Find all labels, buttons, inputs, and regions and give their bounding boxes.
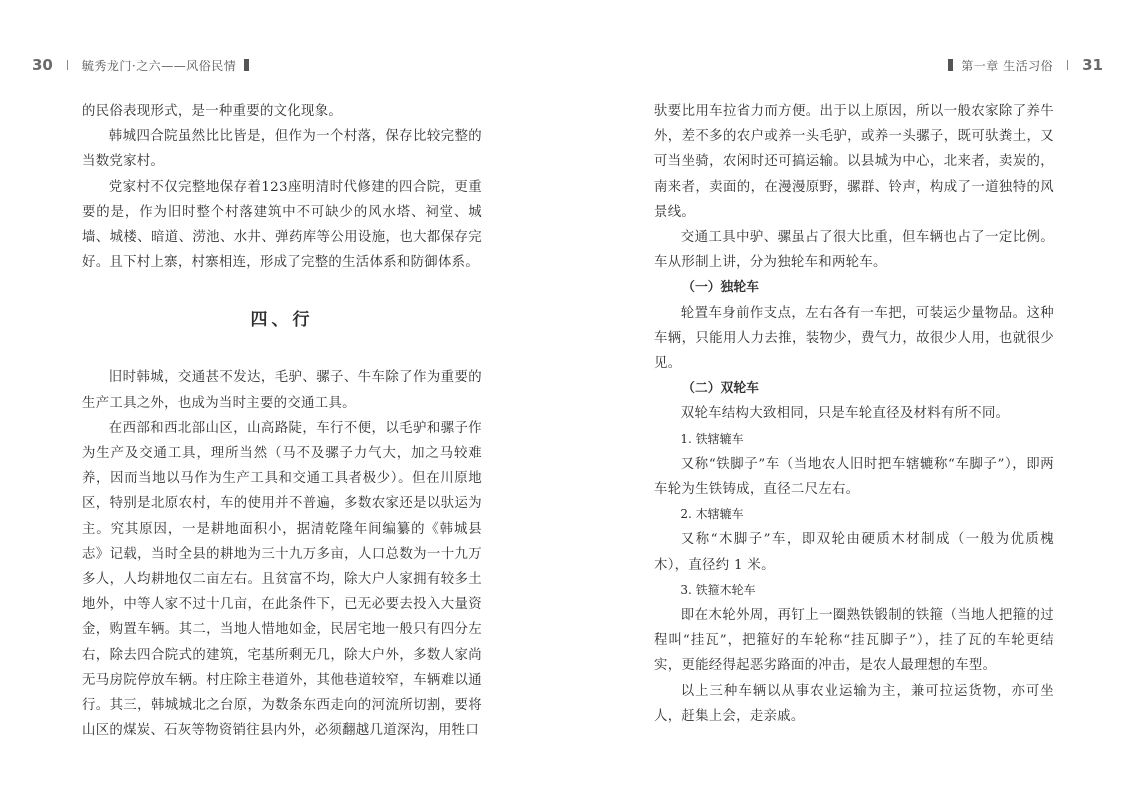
subsection-heading: （二）双轮车 (682, 381, 759, 397)
left-page-body (82, 99, 482, 743)
divider (1067, 60, 1068, 70)
paragraph: 双轮车结构大致相同，只是车轮直径及材料有所不同。 (680, 406, 1010, 422)
numbered-item-heading: 2. 木辖辘车 (680, 507, 744, 522)
paragraph: 交通工具中驴、骡虽占了很大比重，但车辆也占了一定比例。车从形制上讲，分为独轮车和两轮车。 (654, 230, 1054, 271)
numbered-item-heading: 1. 铁辖辘车 (680, 431, 744, 446)
book-title-header: 毓秀龙门·之六——风俗民情 (81, 58, 237, 73)
paragraph: 又称“木脚子”车，即双轮由硬质木材制成（一般为优质槐木），直径约 1 米。 (654, 532, 1054, 573)
header-block-mark (948, 59, 953, 71)
page-number-left: 30 (32, 56, 53, 74)
header-block-mark (244, 59, 249, 71)
paragraph: 韩城四合院虽然比比皆是，但作为一个村落，保存比较完整的当数党家村。 (82, 129, 482, 170)
divider (67, 60, 68, 70)
subsection-heading: （一）独轮车 (682, 280, 759, 296)
paragraph: 的民俗表现形式，是一种重要的文化现象。 (82, 104, 343, 119)
page-number-right: 31 (1082, 56, 1103, 74)
paragraph: 党家村不仅完整地保存着123座明清时代修建的四合院，更重要的是，作为旧时整个村落建筑中不可缺少的风水塔、祠堂、城墙、城楼、暗道、涝池、水井、弹药库等公用设施，也大都保存完好。且下村上寨，村寨相连，形成了完整的生活体系和防御体系。 (82, 179, 482, 271)
chapter-title-header: 第一章 生活习俗 (961, 58, 1054, 73)
paragraph: 轮置车身前作支点，左右各有一车把，可装运少量物品。这种车辆，只能用人力去推，装物少，费气力，故很少人用，也就很少见。 (654, 305, 1054, 372)
right-running-head (940, 56, 1103, 74)
paragraph: 驮要比用车拉省力而方便。出于以上原因，所以一般农家除了养牛外，差不多的农户或养一头毛驴，或养一头骡子，既可驮粪土，又可当坐骑，农闲时还可搞运输。以县城为中心，北来者，卖炭的，南来者，卖面的，在漫漫原野，骡群、铃声，构成了一道独特的风景线。 (654, 104, 1054, 220)
paragraph: 旧时韩城，交通甚不发达，毛驴、骡子、牛车除了作为重要的生产工具之外，也成为当时主要的交通工具。 (82, 370, 482, 411)
right-page-body (654, 99, 1054, 729)
paragraph: 以上三种车辆以从事农业运输为主，兼可拉运货物，亦可坐人，赶集上会，走亲戚。 (654, 683, 1054, 724)
left-running-head (32, 56, 257, 74)
paragraph: 又称“铁脚子”车（当地农人旧时把车辖辘称“车脚子”），即两车轮为生铁铸成，直径二尺左右。 (654, 456, 1054, 498)
numbered-item-heading: 3. 铁箍木轮车 (680, 582, 756, 597)
paragraph: 即在木轮外周，再钉上一圈熟铁锻制的铁箍（当地人把箍的过程叫“挂瓦”，把箍好的车轮称“挂瓦脚子”），挂了瓦的车轮更结实，更能经得起恶劣路面的冲击，是农人最理想的车型。 (654, 608, 1054, 674)
section-heading: 四、行 (250, 310, 314, 331)
paragraph: 在西部和西北部山区，山高路陡，车行不便，以毛驴和骡子作为生产及交通工具，理所当然（马不及骡子力气大，加之马较难养，因而当地以马作为生产工具和交通工具者极少）。但在川原地区，特别是北原农村，车的使用并不普遍，多数农家还是以驮运为主。究其原因，一是耕地面积小，据清乾隆年间编纂的《韩城县志》记载，当时全县的耕地为三十九万多亩，人口总数为一十九万多人，人均耕地仅二亩左右。且贫富不均，除大户人家拥有较多土地外，中等人家不过十几亩，在此条件下，已无必要去投入大量资金，购置车辆。其二，当地人惜地如金，民居宅地一般只有四分左右，除去四合院式的建筑，宅基所剩无几，除大户外，多数人家尚无马房院停放车辆。村庄除主巷道外，其他巷道较窄，车辆难以通行。其三，韩城城北之台原，为数条东西走向的河流所切割，要将山区的煤炭、石灰等物资销往县内外，必须翻越几道深沟，用牲口 (82, 420, 482, 739)
